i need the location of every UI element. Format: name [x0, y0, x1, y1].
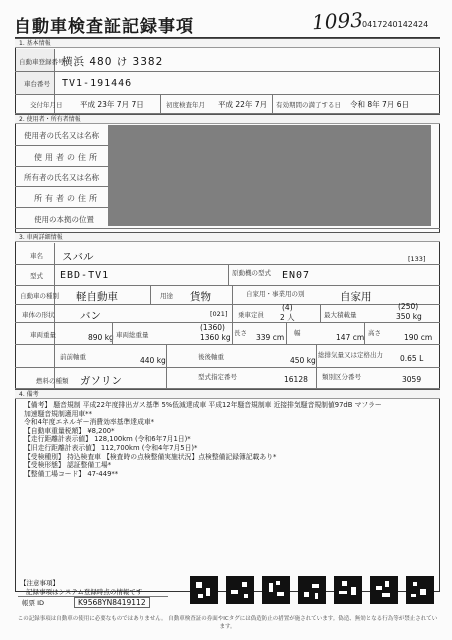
issue-label: 交付年月日 — [30, 101, 63, 109]
body-label: 車体の形状 — [22, 311, 55, 319]
rear-axle-value: 450 kg — [290, 356, 316, 365]
document-title: 自動車検査証記録事項 — [14, 17, 194, 37]
user-name-label: 使用者の氏名又は名称 — [24, 131, 99, 140]
section-owner: 2. 使用者・所有者情報 — [15, 114, 440, 124]
capacity-value: 2 人 — [280, 313, 295, 322]
type-no-value: 16128 — [284, 375, 308, 384]
max-load-alt: (250) — [398, 302, 419, 311]
owner-name-label: 所有者の氏名又は名称 — [24, 173, 99, 182]
expiry-label: 有効期間の満了する日 — [276, 101, 341, 109]
category-value: 3059 — [402, 375, 422, 384]
notice-text: 記録事項はシステム登録時点の情報です — [26, 588, 143, 596]
gross-value: 1360 kg — [200, 333, 231, 342]
note-line: 加速騒音規制適用車** — [24, 409, 92, 418]
handwritten-number: 1093 — [311, 7, 364, 35]
height-value: 190 cm — [404, 333, 433, 342]
chassis-value: TV1-191446 — [62, 78, 133, 89]
engine-value: EN07 — [282, 270, 311, 281]
divider — [15, 285, 440, 286]
max-load-value: 350 kg — [396, 312, 422, 321]
gross-alt: (1360) — [200, 323, 225, 332]
width-label: 幅 — [294, 329, 301, 337]
use-label: 用途 — [160, 292, 173, 300]
note-line: 令和4年度エネルギー消費効率基準達成車* — [24, 418, 155, 427]
qr-code-icon — [298, 576, 326, 604]
purpose-value: 自家用 — [340, 291, 372, 303]
divider — [166, 367, 167, 388]
note-line: 【走行距離計表示値】 128,100km (令和6年7月1日)* — [24, 435, 191, 444]
notes-block — [24, 401, 382, 478]
serial-number: 0417240142424 — [362, 20, 429, 29]
displacement-value: 0.65 L — [400, 354, 424, 363]
divider — [166, 344, 167, 367]
form-id-label: 帳票 ID — [22, 599, 44, 607]
qr-code-icon — [226, 576, 254, 604]
expiry-value: 令和 8年 7月 6日 — [350, 100, 409, 109]
divider — [316, 344, 317, 367]
section-vehicle: 3. 車両詳細情報 — [15, 232, 440, 242]
length-value: 339 cm — [256, 333, 285, 342]
qr-code-icon — [334, 576, 362, 604]
kind-value: 軽自動車 — [76, 291, 118, 303]
plate-value: 横浜 480 け 3382 — [62, 56, 164, 68]
width-value: 147 cm — [336, 333, 365, 342]
category-label: 類別区分番号 — [322, 373, 361, 381]
body-code: [021] — [210, 310, 228, 318]
note-line: 【受検形態】 認証整備工場* — [24, 461, 112, 470]
first-reg-value: 平成 22年 7月 — [218, 100, 268, 109]
front-axle-value: 440 kg — [140, 356, 166, 365]
divider — [15, 207, 109, 208]
model-value: EBD-TV1 — [60, 270, 110, 281]
max-load-label: 最大積載量 — [324, 311, 357, 319]
note-line: 【整備工場コード】 47-449** — [24, 469, 119, 478]
divider — [15, 145, 109, 146]
divider — [15, 367, 440, 368]
divider — [320, 304, 321, 322]
divider — [316, 367, 317, 388]
divider — [15, 322, 440, 323]
issue-value: 平成 23年 7月 7日 — [80, 100, 144, 109]
base-location-label: 使用の本拠の位置 — [34, 215, 94, 224]
qr-code-icon — [262, 576, 290, 604]
length-label: 長さ — [234, 329, 247, 337]
divider — [228, 264, 229, 285]
gross-label: 車両総重量 — [116, 331, 149, 339]
divider — [15, 166, 109, 167]
divider — [364, 322, 365, 344]
qr-code-icon — [190, 576, 218, 604]
divider — [286, 322, 287, 344]
note-line: 【受検種別】 持込検査車 【検査時の点検整備実施状況】点検整備記録簿記載あり* — [24, 452, 277, 461]
make-label: 車名 — [30, 252, 43, 260]
purpose-label: 自家用・事業用の別 — [246, 290, 305, 298]
rear-axle-label: 後後軸重 — [198, 353, 224, 361]
qr-code-icon — [370, 576, 398, 604]
divider — [15, 186, 109, 187]
divider — [160, 94, 161, 113]
weight-value: 890 kg — [88, 333, 114, 342]
type-no-label: 型式指定番号 — [198, 373, 237, 381]
use-value: 貨物 — [190, 291, 211, 303]
note-line: 【備考】 騒音規制 平成22年度排出ガス基準 5%低減達成車 平成12年騒音規制車 近接排気騒音規制値97dB マフラー — [24, 401, 382, 409]
notice-title: 【注意事項】 — [20, 579, 59, 587]
capacity-alt: (4) — [282, 303, 293, 312]
note-line: 【旧走行距離計表示値】 112,700km (令和4年7月5日)* — [24, 443, 198, 452]
capacity-label: 乗車定員 — [238, 311, 264, 319]
user-address-label: 使用者の住所 — [34, 153, 100, 162]
make-value: スバル — [62, 251, 94, 263]
note-line: 【自動車重量税額】 ¥8,200* — [24, 426, 115, 435]
make-code: [133] — [408, 255, 426, 263]
section-notes: 4. 備考 — [15, 389, 440, 399]
fuel-value: ガソリン — [80, 375, 122, 387]
first-reg-label: 初度検査年月 — [166, 101, 205, 109]
divider — [15, 94, 440, 95]
footer-note: この記録事項は自動車の使用に必要なものではありません。 自動車検査証の券面やICタグには偽造防止の措置が施されています。偽造、無効となる行為等が禁止されています。 — [17, 616, 438, 630]
divider — [15, 344, 440, 345]
divider — [232, 322, 233, 344]
body-value: バン — [80, 310, 101, 322]
chassis-label: 車台番号 — [24, 80, 50, 88]
divider — [15, 228, 440, 229]
divider — [15, 304, 440, 305]
engine-label: 原動機の型式 — [232, 269, 271, 277]
section-basic: 1. 基本情報 — [15, 38, 440, 48]
weight-label: 車両重量 — [30, 331, 56, 339]
displacement-label: 総排気量又は定格出力 — [318, 351, 383, 359]
divider — [272, 94, 273, 113]
redacted-owner-area — [108, 125, 431, 226]
owner-address-label: 所有者の住所 — [34, 194, 100, 203]
height-label: 高さ — [368, 329, 381, 337]
fuel-label: 燃料の種類 — [36, 377, 69, 385]
kind-label: 自動車の種別 — [20, 292, 59, 300]
plate-label: 自動車登録番号 — [19, 58, 65, 66]
model-label: 型式 — [30, 272, 43, 280]
divider — [232, 285, 233, 304]
form-id-value: K9568YN8419112 — [74, 597, 150, 608]
divider — [15, 71, 440, 72]
qr-code-icon — [406, 576, 434, 604]
front-axle-label: 前前軸重 — [60, 353, 86, 361]
divider — [150, 285, 151, 304]
divider — [232, 304, 233, 322]
divider — [112, 322, 113, 344]
